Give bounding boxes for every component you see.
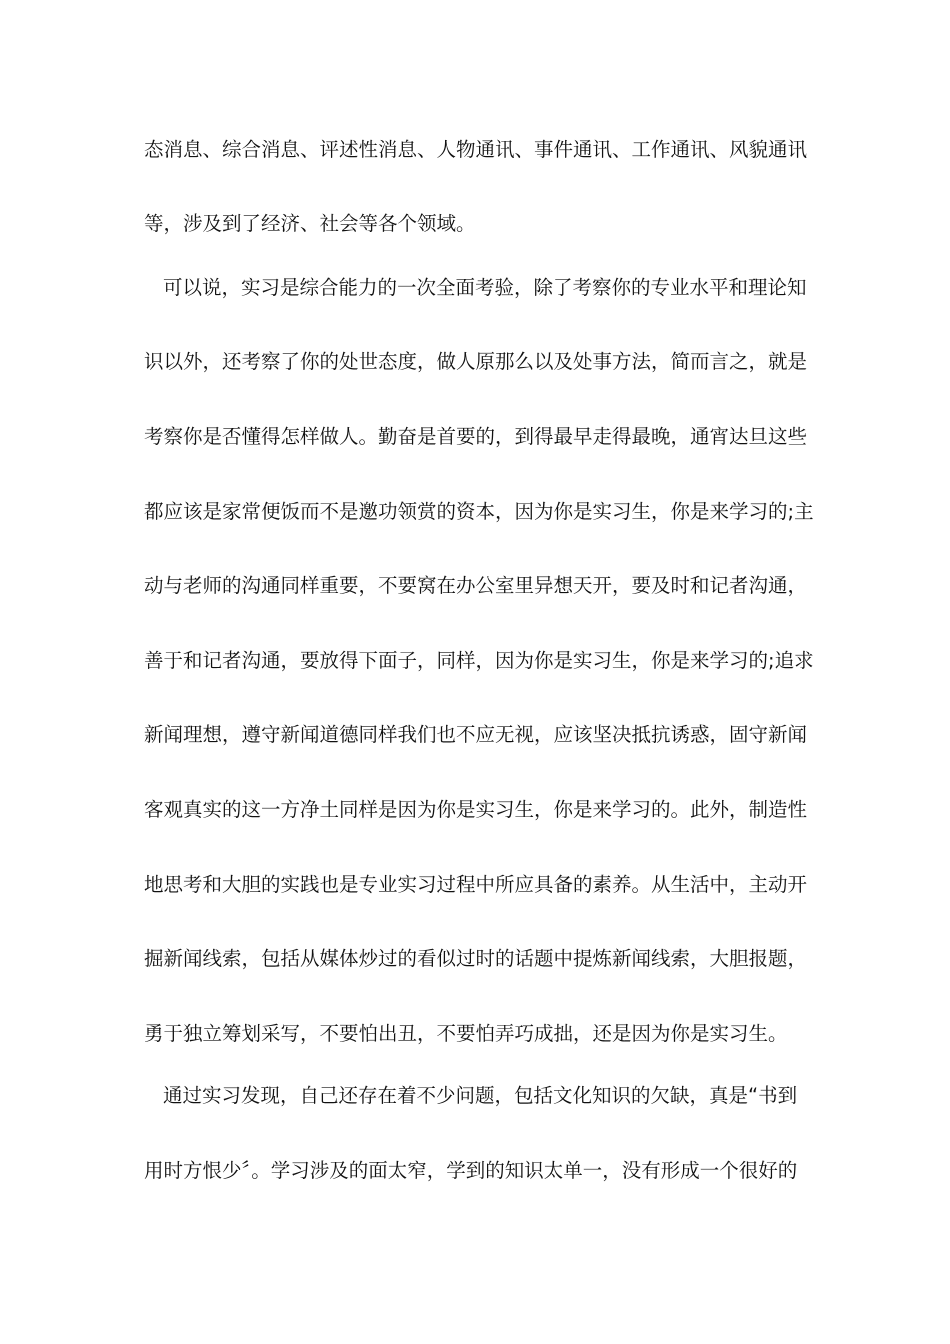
text-line: 掘新闻线索，包括从媒体炒过的看似过时的话题中提炼新闻线索，大胆报题， xyxy=(144,947,808,970)
text-line: 新闻理想，遵守新闻道德同样我们也不应无视，应该坚决抵抗诱惑，固守新闻 xyxy=(144,723,808,746)
text-line: 考察你是否懂得怎样做人。勤奋是首要的，到得最早走得最晚，通宵达旦这些 xyxy=(144,425,808,448)
text-line: 地思考和大胆的实践也是专业实习过程中所应具备的素养。从生活中，主动开 xyxy=(144,873,808,896)
paragraph-start-line: 可以说，实习是综合能力的一次全面考验，除了考察你的专业水平和理论知 xyxy=(163,276,807,299)
text-line: 勇于独立筹划采写，不要怕出丑，不要怕弄巧成拙，还是因为你是实习生。 xyxy=(144,1022,788,1045)
text-line: 等，涉及到了经济、社会等各个领域。 xyxy=(144,212,476,235)
text-line: 客观真实的这一方净土同样是因为你是实习生，你是来学习的。此外，制造性 xyxy=(144,798,808,821)
text-line: 识以外，还考察了你的处世态度，做人原那么以及处事方法，简而言之，就是 xyxy=(144,350,808,373)
text-line: 都应该是家常便饭而不是邀功领赏的资本，因为你是实习生，你是来学习的;主 xyxy=(144,500,814,523)
text-line: 善于和记者沟通，要放得下面子，同样，因为你是实习生，你是来学习的;追求 xyxy=(144,649,814,672)
text-line: 用时方恨少〞。学习涉及的面太窄，学到的知识太单一，没有形成一个很好的 xyxy=(144,1159,798,1182)
text-line: 态消息、综合消息、评述性消息、人物通讯、事件通讯、工作通讯、风貌通讯 xyxy=(144,138,808,161)
text-line: 动与老师的沟通同样重要，不要窝在办公室里异想天开，要及时和记者沟通， xyxy=(144,574,808,597)
paragraph-start-line: 通过实习发现，自己还存在着不少问题，包括文化知识的欠缺，真是“书到 xyxy=(163,1084,798,1107)
